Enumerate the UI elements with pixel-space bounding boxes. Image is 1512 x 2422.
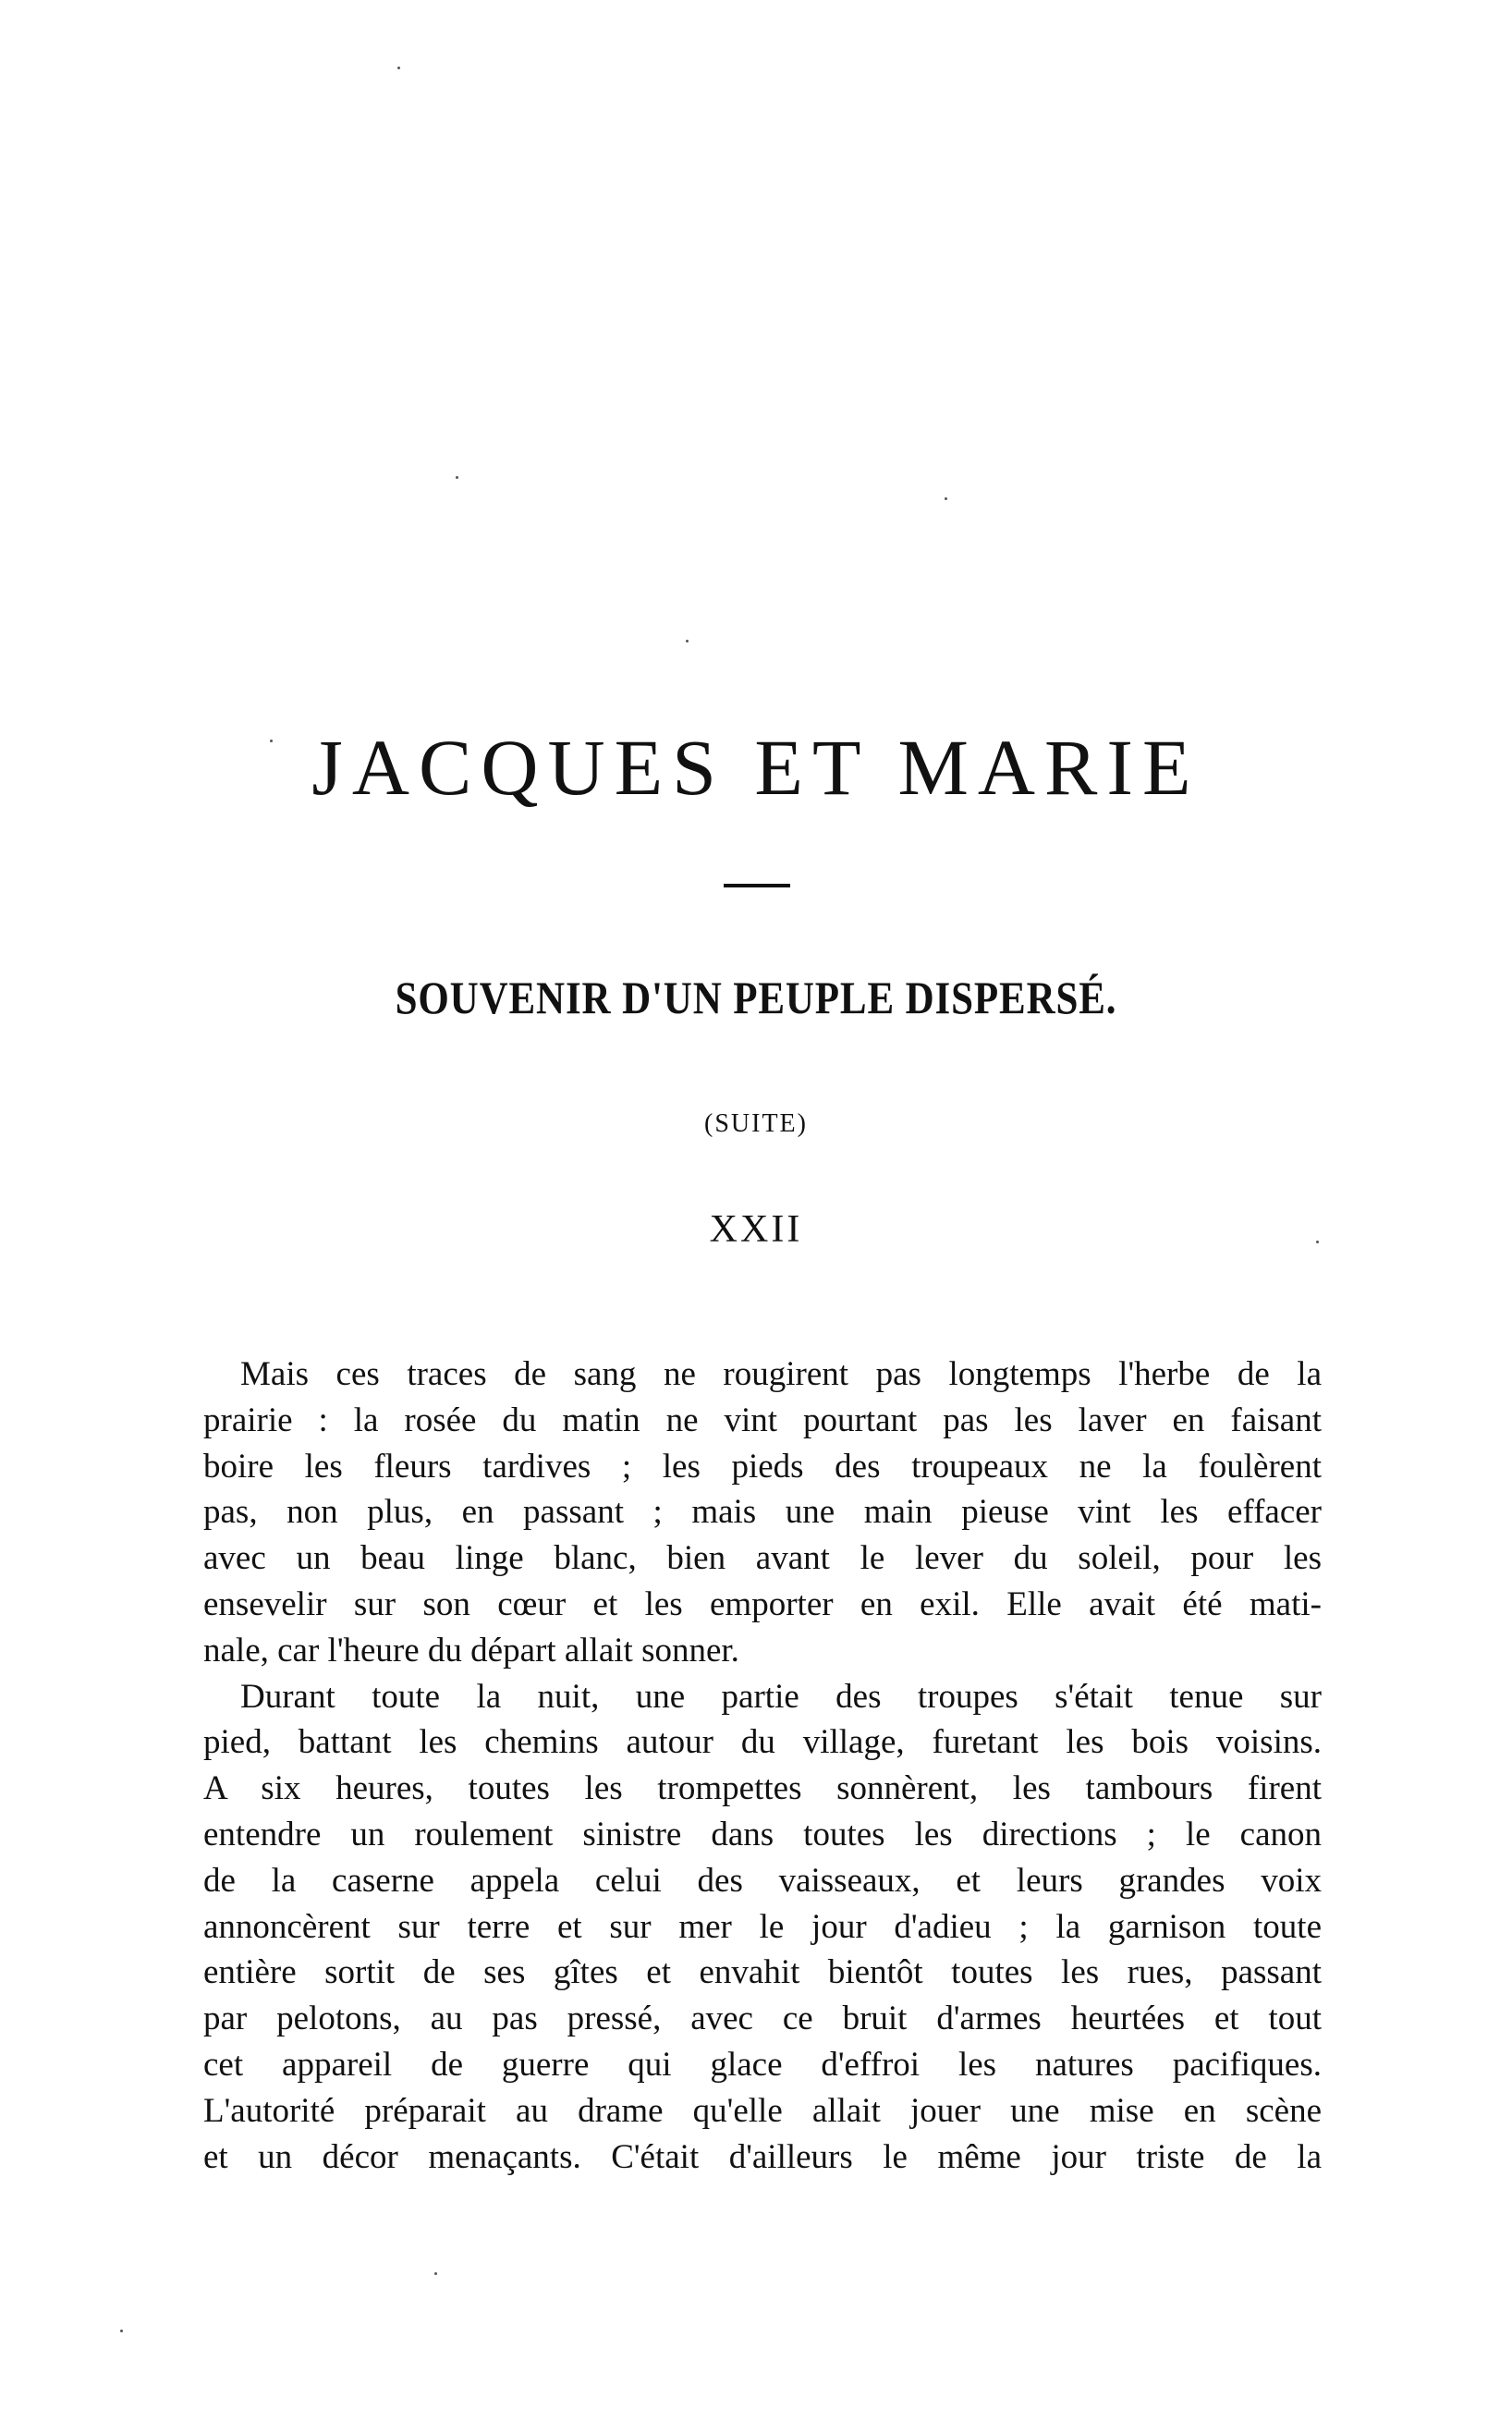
text-line: pied, battant les chemins autour du village, furetant les bois voisins.: [203, 1723, 1322, 1762]
scan-speck: [120, 2330, 123, 2332]
text-line: ensevelir sur son cœur et les emporter en exil. Elle avait été mati-: [203, 1584, 1322, 1623]
text-line: Mais ces traces de sang ne rougirent pas longtemps l'herbe de la: [240, 1355, 1322, 1393]
scan-speck: [686, 640, 689, 642]
text-line: annoncèrent sur terre et sur mer le jour d'adieu ; la garnison toute: [203, 1907, 1322, 1946]
paragraph-1: [203, 1352, 1322, 1674]
scan-speck: [434, 2272, 437, 2275]
text-line: entière sortit de ses gîtes et envahit bientôt toutes les rues, passant: [203, 1953, 1322, 1992]
text-line: nale, car l'heure du départ allait sonner.: [203, 1631, 739, 1670]
text-line: A six heures, toutes les trompettes sonnèrent, les tambours firent: [203, 1769, 1322, 1808]
scan-speck: [945, 497, 947, 500]
book-title: JACQUES ET MARIE: [311, 723, 1201, 812]
text-line: L'autorité préparait au drame qu'elle allait jouer une mise en scène: [203, 2091, 1322, 2130]
body-text: [203, 1352, 1322, 2180]
text-line: pas, non plus, en passant ; mais une main pieuse vint les effacer: [203, 1493, 1322, 1532]
chapter-number: XXII: [709, 1208, 803, 1251]
paragraph-2: [203, 1674, 1322, 2181]
text-line: prairie : la rosée du matin ne vint pourtant pas les laver en faisant: [203, 1401, 1322, 1439]
scan-speck: [456, 476, 458, 479]
text-line: Durant toute la nuit, une partie des troupes s'était tenue sur: [240, 1677, 1322, 1716]
text-line: de la caserne appela celui des vaisseaux, et leurs grandes voix: [203, 1861, 1322, 1900]
title-divider-rule: [724, 884, 790, 887]
scan-speck: [397, 67, 400, 69]
text-line: et un décor menaçants. C'était d'ailleurs le même jour triste de la: [203, 2137, 1322, 2176]
continuation-label: (SUITE): [704, 1109, 808, 1138]
scan-speck: [1316, 1241, 1319, 1243]
scan-speck: [270, 740, 273, 742]
text-line: par pelotons, au pas pressé, avec ce bruit d'armes heurtées et tout: [203, 2000, 1322, 2038]
text-line: entendre un roulement sinistre dans toutes les directions ; le canon: [203, 1815, 1322, 1853]
book-subtitle: SOUVENIR D'UN PEUPLE DISPERSÉ.: [395, 972, 1117, 1023]
text-line: cet appareil de guerre qui glace d'effroi les natures pacifiques.: [203, 2045, 1322, 2084]
text-line: avec un beau linge blanc, bien avant le lever du soleil, pour les: [203, 1539, 1322, 1578]
text-line: boire les fleurs tardives ; les pieds des troupeaux ne la foulèrent: [203, 1447, 1322, 1486]
